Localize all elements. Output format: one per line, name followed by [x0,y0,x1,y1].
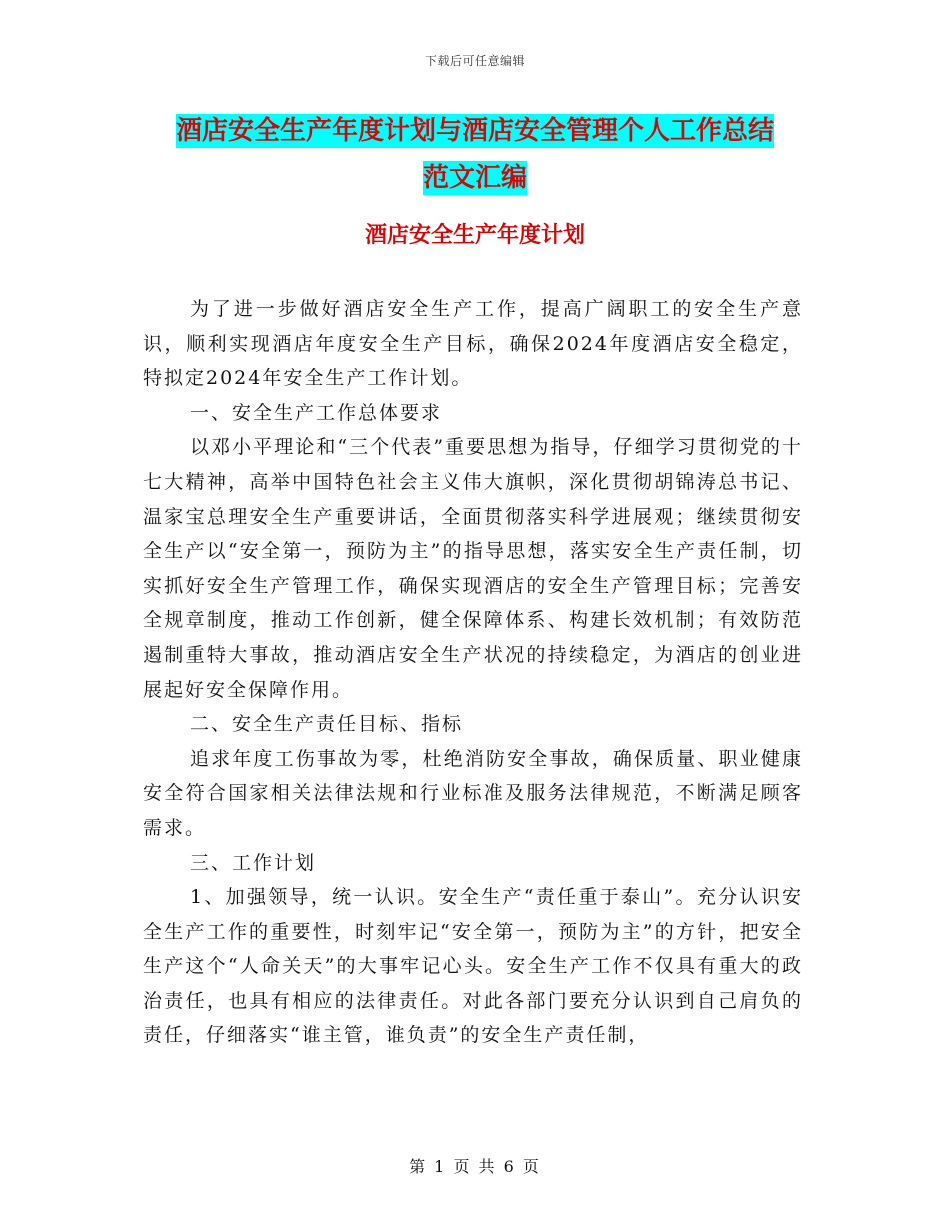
section-title: 酒店安全生产年度计划 [364,222,585,248]
heading-overall-requirements: 一、安全生产工作总体要求 [190,401,443,424]
document-title [0,108,950,202]
heading-responsibility-targets: 二、安全生产责任目标、指标 [190,713,464,736]
targets-paragraph: 追求年度工伤事故为零，杜绝消防安全事故，确保质量、职业健康安全符合国家相关法律法规和行业标准及服务法律规范，不断满足顾客需求。 [143,747,803,839]
document-title-line-1: 酒店安全生产年度计划与酒店安全管理个人工作总结 [175,116,774,146]
document-title-line-2: 范文汇编 [422,163,527,193]
page-number-footer: 第 1 页 共 6 页 [409,1157,541,1176]
heading-work-plan: 三、工作计划 [190,851,317,874]
intro-paragraph: 为了进一步做好酒店安全生产工作，提高广阔职工的安全生产意识，顺利实现酒店年度安全生产目标，确保2024年度酒店安全稳定，特拟定2024年安全生产工作计划。 [143,298,803,390]
requirements-paragraph: 以邓小平理论和“三个代表”重要思想为指导，仔细学习贯彻党的十七大精神，高举中国特色社会主义伟大旗帜，深化贯彻胡锦涛总书记、温家宝总理安全生产重要讲话，全面贯彻落实科学进展观；继续贯彻安全生产以“安全第一，预防为主”的指导思想，落实安全生产责任制，切实抓好安全生产管理工作，确保实现酒店的安全生产管理目标；完善安全规章制度，推动工作创新，健全保障体系、构建长效机制；有效防范遏制重特大事故，推动酒店安全生产状况的持续稳定，为酒店的创业进展起好安全保障作用。 [143,436,803,701]
document-body [143,292,803,1053]
work-plan-item-1-paragraph: 1、加强领导，统一认识。安全生产“责任重于泰山”。充分认识安全生产工作的重要性，时刻牢记“安全第一，预防为主”的方针，把安全生产这个“人命关天”的大事牢记心头。安全生产工作不仅具有重大的政治责任，也具有相应的法律责任。对此各部门要充分认识到自己肩负的责任，仔细落实“谁主管，谁负责”的安全生产责任制， [143,886,803,1047]
page-header-note: 下载后可任意编辑 [424,54,525,68]
